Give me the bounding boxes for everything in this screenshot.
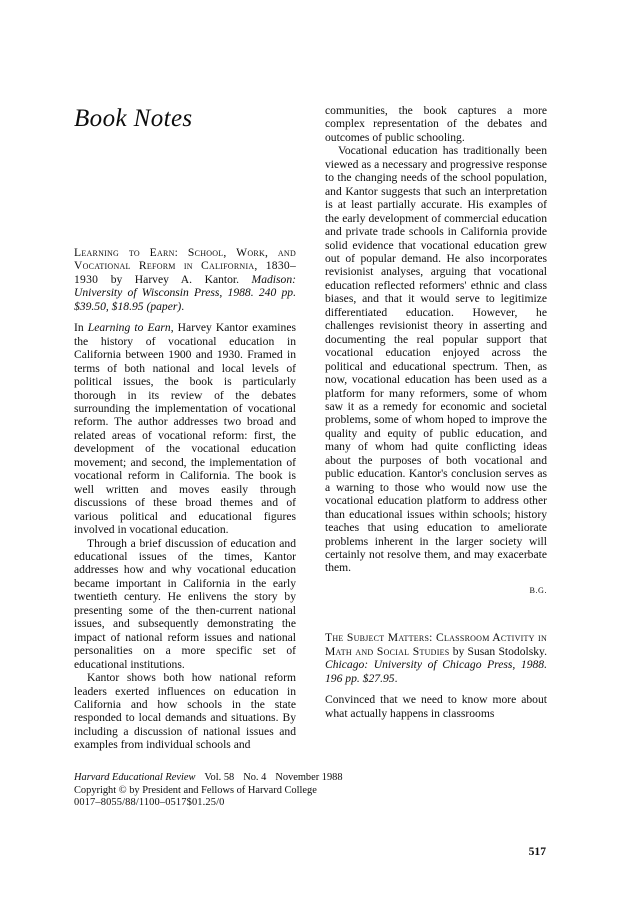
spacer xyxy=(74,313,296,321)
citation-1-byline: by Harvey A. Kantor. xyxy=(98,272,252,286)
page-title-block xyxy=(74,104,296,246)
footer-issn: 0017–8055/88/1100–0517$01.25/0 xyxy=(74,797,225,809)
footer-volume: Vol. 58 xyxy=(204,772,235,783)
spacer xyxy=(325,597,547,631)
review-1-paragraph-2: Through a brief discussion of education and educational issues of the times, Kantor addresses how and why vocational education became important in California in the early twentieth century. He enlivens the story by presenting some of the then-current national issues, and subsequently demonstrating the impact of national reform issues and national personalities on a more specific set of educational institutions. xyxy=(74,536,296,671)
review-1-paragraph-3: Kantor shows both how national reform leaders exerted influences on education in California and how schools in the state responded to local demands and situations. By including a discussion of national issues and examples from individual schools and xyxy=(74,671,296,752)
citation-2-title: The Subject Matters: Classroom Activity in Math and Social Studies xyxy=(325,631,547,658)
page-footer xyxy=(74,772,504,810)
footer-date: November 1988 xyxy=(275,772,343,783)
citation-2 xyxy=(325,631,547,685)
review-1-initials: B.G. xyxy=(529,585,547,595)
citation-1-title: Learning to Earn: School, Work, and Vocational Reform in California, 1830–1930 xyxy=(74,246,296,286)
review-1-paragraph-3-cont: communities, the book captures a more complex representation of the debates and outcomes of public schooling. xyxy=(325,104,547,144)
page-number: 517 xyxy=(528,845,546,858)
citation-2-byline: by Susan Stodolsky. xyxy=(449,644,547,658)
citation-2-period: . xyxy=(394,671,398,685)
spacer xyxy=(325,685,547,693)
citation-1-period: . xyxy=(181,299,185,313)
right-column xyxy=(325,104,547,720)
footer-journal-name: Harvard Educational Review xyxy=(74,772,196,783)
review-2-paragraph-1: Convinced that we need to know more about what actually happens in classrooms xyxy=(325,693,547,720)
citation-1 xyxy=(74,246,296,313)
citation-1-imprint: Madison: University of Wisconsin Press, 1988. 240 pp. $39.50, $18.95 (paper) xyxy=(74,272,296,313)
page-title: Book Notes xyxy=(74,105,193,132)
review-1-paragraph-1: In Learning to Earn, Harvey Kantor examines the history of vocational education in California between 1900 and 1930. Framed in terms of both national and local levels of political issues, the book is particularly thorough in its review of the debates surrounding the implementation of vocational reform. The author addresses two broad and related areas of vocational reform: first, the development of the vocational education movement; and second, the implementation of vocational reform in California. The book is well written and moves easily through discussions of these broad themes and of various political and educational figures involved in vocational education. xyxy=(74,321,296,537)
footer-journal-line xyxy=(74,772,504,785)
footer-copyright: Copyright © by President and Fellows of Harvard College xyxy=(74,784,317,796)
citation-2-imprint: Chicago: University of Chicago Press, 1988. 196 pp. $27.95 xyxy=(325,658,547,685)
review-1-paragraph-4: Vocational education has traditionally been viewed as a necessary and progressive response to the changing needs of the school population, and Kantor suggests that such an interpretation is at least partially accurate. His examples of the early development of commercial education and private trade schools in California provide solid evidence that vocational education grew out of popular demand. He also incorporates revisionist analyses, arguing that vocational education reflected reformers' ethnic and class biases, and that it would serve to legitimize differentiated education. However, he challenges revisionist theory in asserting and documenting the real popular support that vocational education enjoyed across the political and educational spectrum. Then, as now, vocational education has been used as a platform for many reformers, some of whom saw it as a remedy for economic and societal problems, some of whom hoped to improve the quality and equity of public education, and many of whom had quite conflicting ideas about the purposes of both vocational and public education. Kantor's conclusion serves as a warning to those who would now use the vocational education platform to address other than educational issues within schools; history teaches that using education to ameliorate problems inherent in the larger society will certainly not resolve them, and may exacerbate them. xyxy=(325,144,547,575)
left-column xyxy=(74,104,296,752)
footer-number: No. 4 xyxy=(243,772,267,783)
